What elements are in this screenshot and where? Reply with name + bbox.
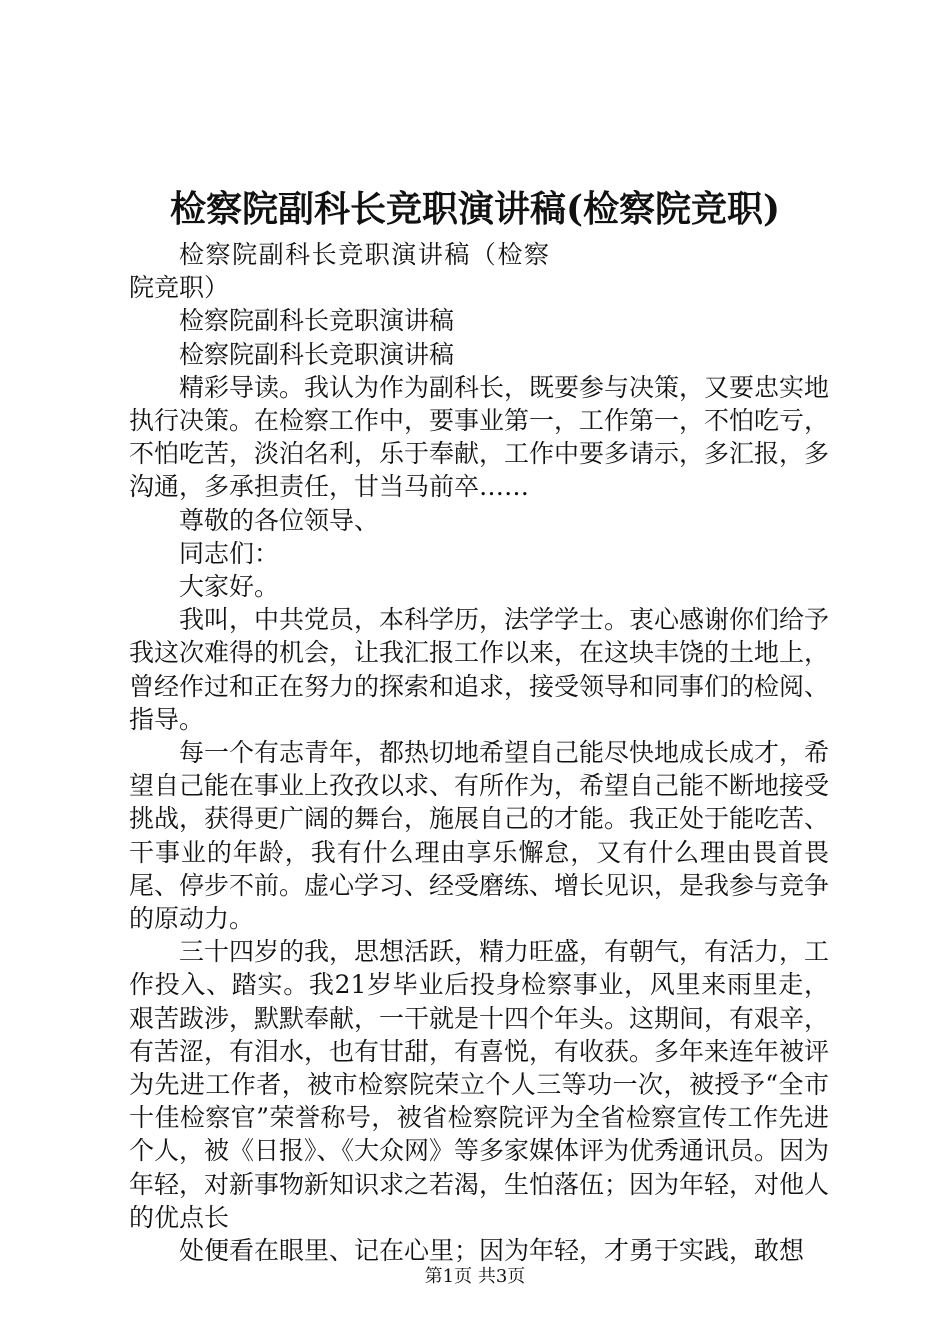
paragraph-subtitle-2: 检察院副科长竞职演讲稿 <box>179 339 455 369</box>
document-body <box>129 238 829 1267</box>
paragraph-salutation-1: 尊敬的各位领导、 <box>179 505 380 535</box>
page-footer: 第1页 共3页 <box>424 1266 526 1287</box>
paragraph-subtitle-1: 检察院副科长竞职演讲稿 <box>179 306 455 336</box>
paragraph-motivation: 每一个有志青年，都热切地希望自己能尽快地成长成才，希望自己能在事业上孜孜以求、有所作为，希望自己能不断地接受挑战，获得更广阔的舞台，施展自己的才能。我正处于能吃苦、干事业的年龄，我有什么理由享乐懈怠，又有什么理由畏首畏尾、停步不前。虚心学习、经受磨练、增长见识，是我参与竞争的原动力。 <box>129 738 830 934</box>
paragraph-experience: 三十四岁的我，思想活跃，精力旺盛，有朝气，有活力，工作投入、踏实。我21岁毕业后投身检察事业，风里来雨里走，艰苦跋涉，默默奉献，一干就是十四个年头。这期间，有艰辛，有苦涩，有泪水，也有甘甜，有喜悦，有收获。多年来连年被评为先进工作者，被市检察院荣立个人三等功一次，被授予“全市十佳检察官”荣誉称号，被省检察院评为全省检察宣传工作先进个人，被《日报》、《大众网》等多家媒体评为优秀通讯员。因为年轻，对新事物新知识求之若渴，生怕落伍；因为年轻，对他人的优点长 <box>129 937 830 1232</box>
paragraph-salutation-2: 同志们： <box>179 538 280 568</box>
paragraph-intro: 精彩导读。我认为作为副科长，既要参与决策，又要忠实地执行决策。在检察工作中，要事业第一，工作第一，不怕吃亏，不怕吃苦，淡泊名利，乐于奉献，工作中要多请示，多汇报，多沟通，多承担责任，甘当马前卒…… <box>129 372 830 502</box>
paragraph-heading: 检察院副科长竞职演讲稿（检察院竞职） <box>129 240 549 303</box>
paragraph-continuation: 处便看在眼里、记在心里；因为年轻，才勇于实践，敢想 <box>179 1236 805 1266</box>
paragraph-greeting: 大家好。 <box>179 572 280 602</box>
document-title: 检察院副科长竞职演讲稿(检察院竞职) <box>169 188 781 230</box>
paragraph-self-intro: 我叫，中共党员，本科学历，法学学士。衷心感谢你们给予我这次难得的机会，让我汇报工作以来，在这块丰饶的土地上，曾经作过和正在努力的探索和追求，接受领导和同事们的检阅、指导。 <box>129 605 830 734</box>
